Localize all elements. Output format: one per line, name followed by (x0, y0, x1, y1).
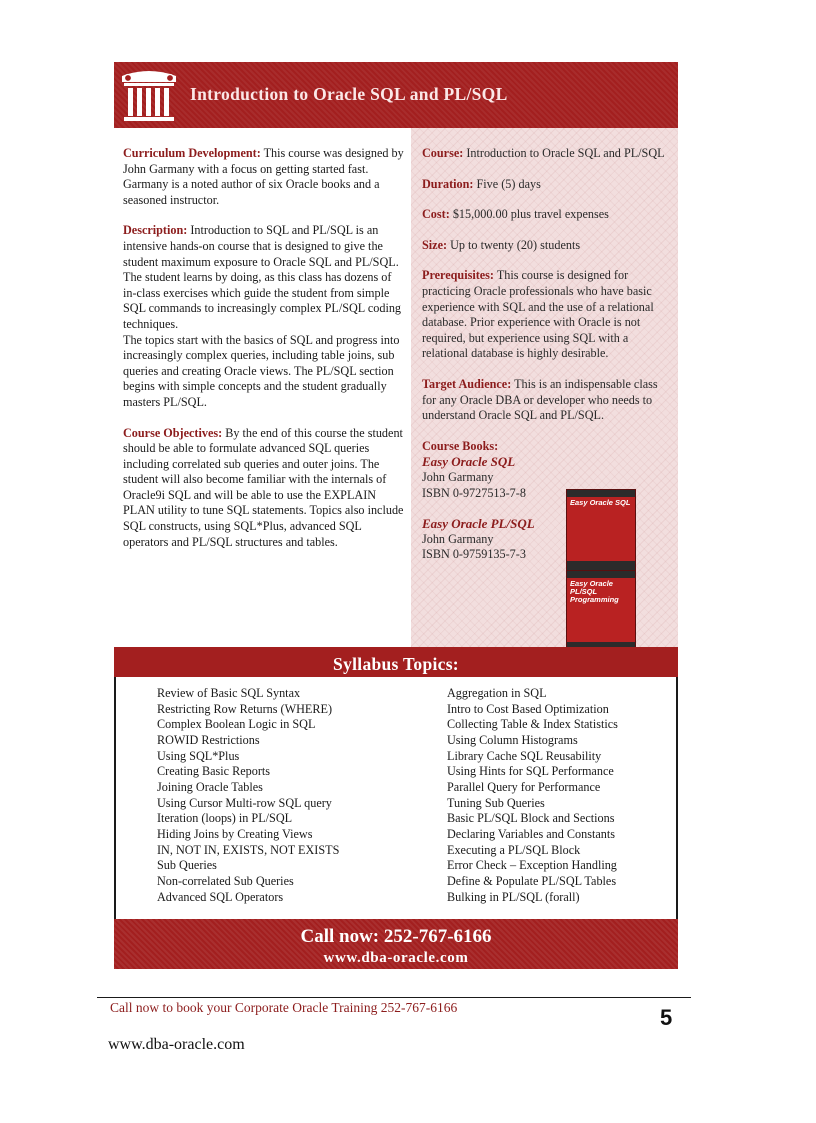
size-value: Up to twenty (20) students (450, 237, 581, 252)
syllabus-topic: Executing a PL/SQL Block (447, 842, 581, 857)
book-cover-image-1 (566, 489, 636, 571)
book-title-1: Easy Oracle SQL (422, 454, 516, 470)
footer-text: Call now to book your Corporate Oracle Training 252-767-6166 (110, 1000, 458, 1015)
description-text: Introduction to SQL and PL/SQL is an intensive hands-on course that is designed to give the student maximum exposure to Oracle SQL and PL/SQL. The student learns by doing, as this class has dozens of in-class exercises which guide the student from simple SQL commands to increasingly complex PL/SQL coding techniques. (123, 223, 402, 331)
syllabus-topic: Parallel Query for Performance (447, 779, 601, 794)
syllabus-header (114, 647, 678, 677)
syllabus-topic: IN, NOT IN, EXISTS, NOT EXISTS (157, 842, 340, 857)
duration-value: Five (5) days (476, 176, 541, 191)
objectives-text: By the end of this course the student should be able to formulate advanced SQL queries including correlated sub queries and outer joins. The student will also become familiar with the internals of Oracle9i SQL and will be able to use the EXPLAIN PLAN utility to tune SQL statements. Topics also include SQL constructs, using SQL*Plus, advanced SQL operators and PL/SQL structures and tables. (123, 425, 404, 549)
syllabus-topic: Creating Basic Reports (157, 764, 271, 779)
book-cover-title-1: Easy Oracle SQL (570, 498, 631, 507)
curriculum-text: This course was designed by John Garmany with a focus on getting started fast. Garmany is a noted author of six Oracle books and a seasoned instructor. (123, 146, 404, 207)
objectives-paragraph (123, 426, 407, 551)
book-isbn-1: ISBN 0-9727513-7-8 (422, 485, 526, 500)
syllabus-topic: Basic PL/SQL Block and Sections (447, 811, 615, 826)
page-number: 5 (660, 1005, 673, 1030)
prereq-value: This course is designed for practicing Oracle professionals who have basic experience with SQL and the use of a relational database. Prior experience with Oracle is not required, but experience using SQL with a relational database is highly desirable. (422, 268, 654, 361)
cost-value: $15,000.00 plus travel expenses (452, 207, 609, 222)
page-title: Introduction to Oracle SQL and PL/SQL (190, 84, 508, 104)
book-cover-title-2: Easy Oracle PL/SQL Programming (570, 579, 619, 604)
syllabus-topic: Sub Queries (157, 858, 217, 873)
course-label: Course: (422, 146, 464, 160)
cost-field (422, 207, 672, 223)
size-field (422, 238, 672, 254)
description-paragraph-2: The topics start with the basics of SQL and progress into increasingly complex queries, including table joins, sub queries and creating Oracle views. The PL/SQL section begins with simple concepts and the student gradually masters PL/SQL. (123, 332, 400, 409)
curriculum-label: Curriculum Development: (123, 146, 261, 160)
course-field (422, 146, 672, 162)
syllabus-topic: Error Check – Exception Handling (447, 858, 617, 873)
syllabus-topic: Non-correlated Sub Queries (157, 873, 294, 888)
syllabus-topic: Aggregation in SQL (447, 686, 547, 700)
book-author-1: John Garmany (422, 469, 494, 484)
course-details-column (123, 146, 407, 565)
syllabus-column-left (157, 686, 339, 905)
call-phone: Call now: 252-767-6166 (300, 926, 492, 947)
syllabus-topic: Using Cursor Multi-row SQL query (157, 795, 332, 810)
book-isbn-2: ISBN 0-9759135-7-3 (422, 547, 526, 562)
audience-value: This is an indispensable class for any Oracle DBA or developer who needs to understand Oracle SQL and PL/SQL. (422, 376, 658, 423)
book-author-2: John Garmany (422, 531, 494, 546)
syllabus-topic: Define & Populate PL/SQL Tables (447, 873, 617, 888)
syllabus-topic: Hiding Joins by Creating Views (157, 826, 313, 841)
syllabus-column-right (447, 686, 618, 905)
syllabus-topic: Collecting Table & Index Statistics (447, 717, 618, 732)
syllabus-topic: Joining Oracle Tables (157, 779, 263, 794)
syllabus-topic: Restricting Row Returns (WHERE) (157, 701, 332, 716)
duration-label: Duration: (422, 176, 474, 191)
syllabus-topic: Declaring Variables and Constants (447, 826, 615, 841)
footer-url-link[interactable]: www.dba-oracle.com (108, 1036, 245, 1053)
description-paragraph (123, 223, 407, 332)
size-label: Size: (422, 237, 448, 252)
prereq-field (422, 268, 672, 362)
syllabus-topic: Using Hints for SQL Performance (447, 764, 614, 779)
syllabus-title: Syllabus Topics: (333, 654, 459, 674)
call-website-link[interactable]: www.dba-oracle.com (323, 950, 469, 966)
syllabus-topic: Iteration (loops) in PL/SQL (157, 811, 293, 826)
course-books (422, 439, 562, 563)
objectives-label: Course Objectives: (123, 425, 223, 440)
cost-label: Cost: (422, 207, 450, 222)
syllabus-topic: Library Cache SQL Reusability (447, 748, 602, 763)
header-banner (114, 62, 678, 128)
book-cover-image-2 (566, 570, 636, 652)
curriculum-paragraph (123, 146, 407, 208)
column-pillars-icon (120, 68, 178, 122)
audience-field (422, 377, 672, 424)
syllabus-topic: Complex Boolean Logic in SQL (157, 717, 316, 732)
syllabus-topic: Using Column Histograms (447, 732, 578, 747)
syllabus-topic: Intro to Cost Based Optimization (447, 701, 609, 716)
syllabus-topic: Using SQL*Plus (157, 748, 240, 763)
course-value: Introduction to Oracle SQL and PL/SQL (466, 146, 665, 160)
syllabus-topic: Review of Basic SQL Syntax (157, 686, 301, 700)
book-title-2: Easy Oracle PL/SQL (422, 516, 535, 532)
duration-field (422, 177, 672, 193)
syllabus-topic: Tuning Sub Queries (447, 795, 545, 810)
description-label: Description: (123, 223, 188, 238)
syllabus-topic: Advanced SQL Operators (157, 889, 284, 904)
syllabus-topic: ROWID Restrictions (157, 732, 260, 747)
audience-label: Target Audience: (422, 376, 512, 391)
footer-divider (97, 997, 691, 998)
books-label: Course Books: (422, 438, 499, 453)
syllabus-topic: Bulking in PL/SQL (forall) (447, 889, 580, 904)
prereq-label: Prerequisites: (422, 268, 494, 283)
call-banner (114, 919, 678, 969)
